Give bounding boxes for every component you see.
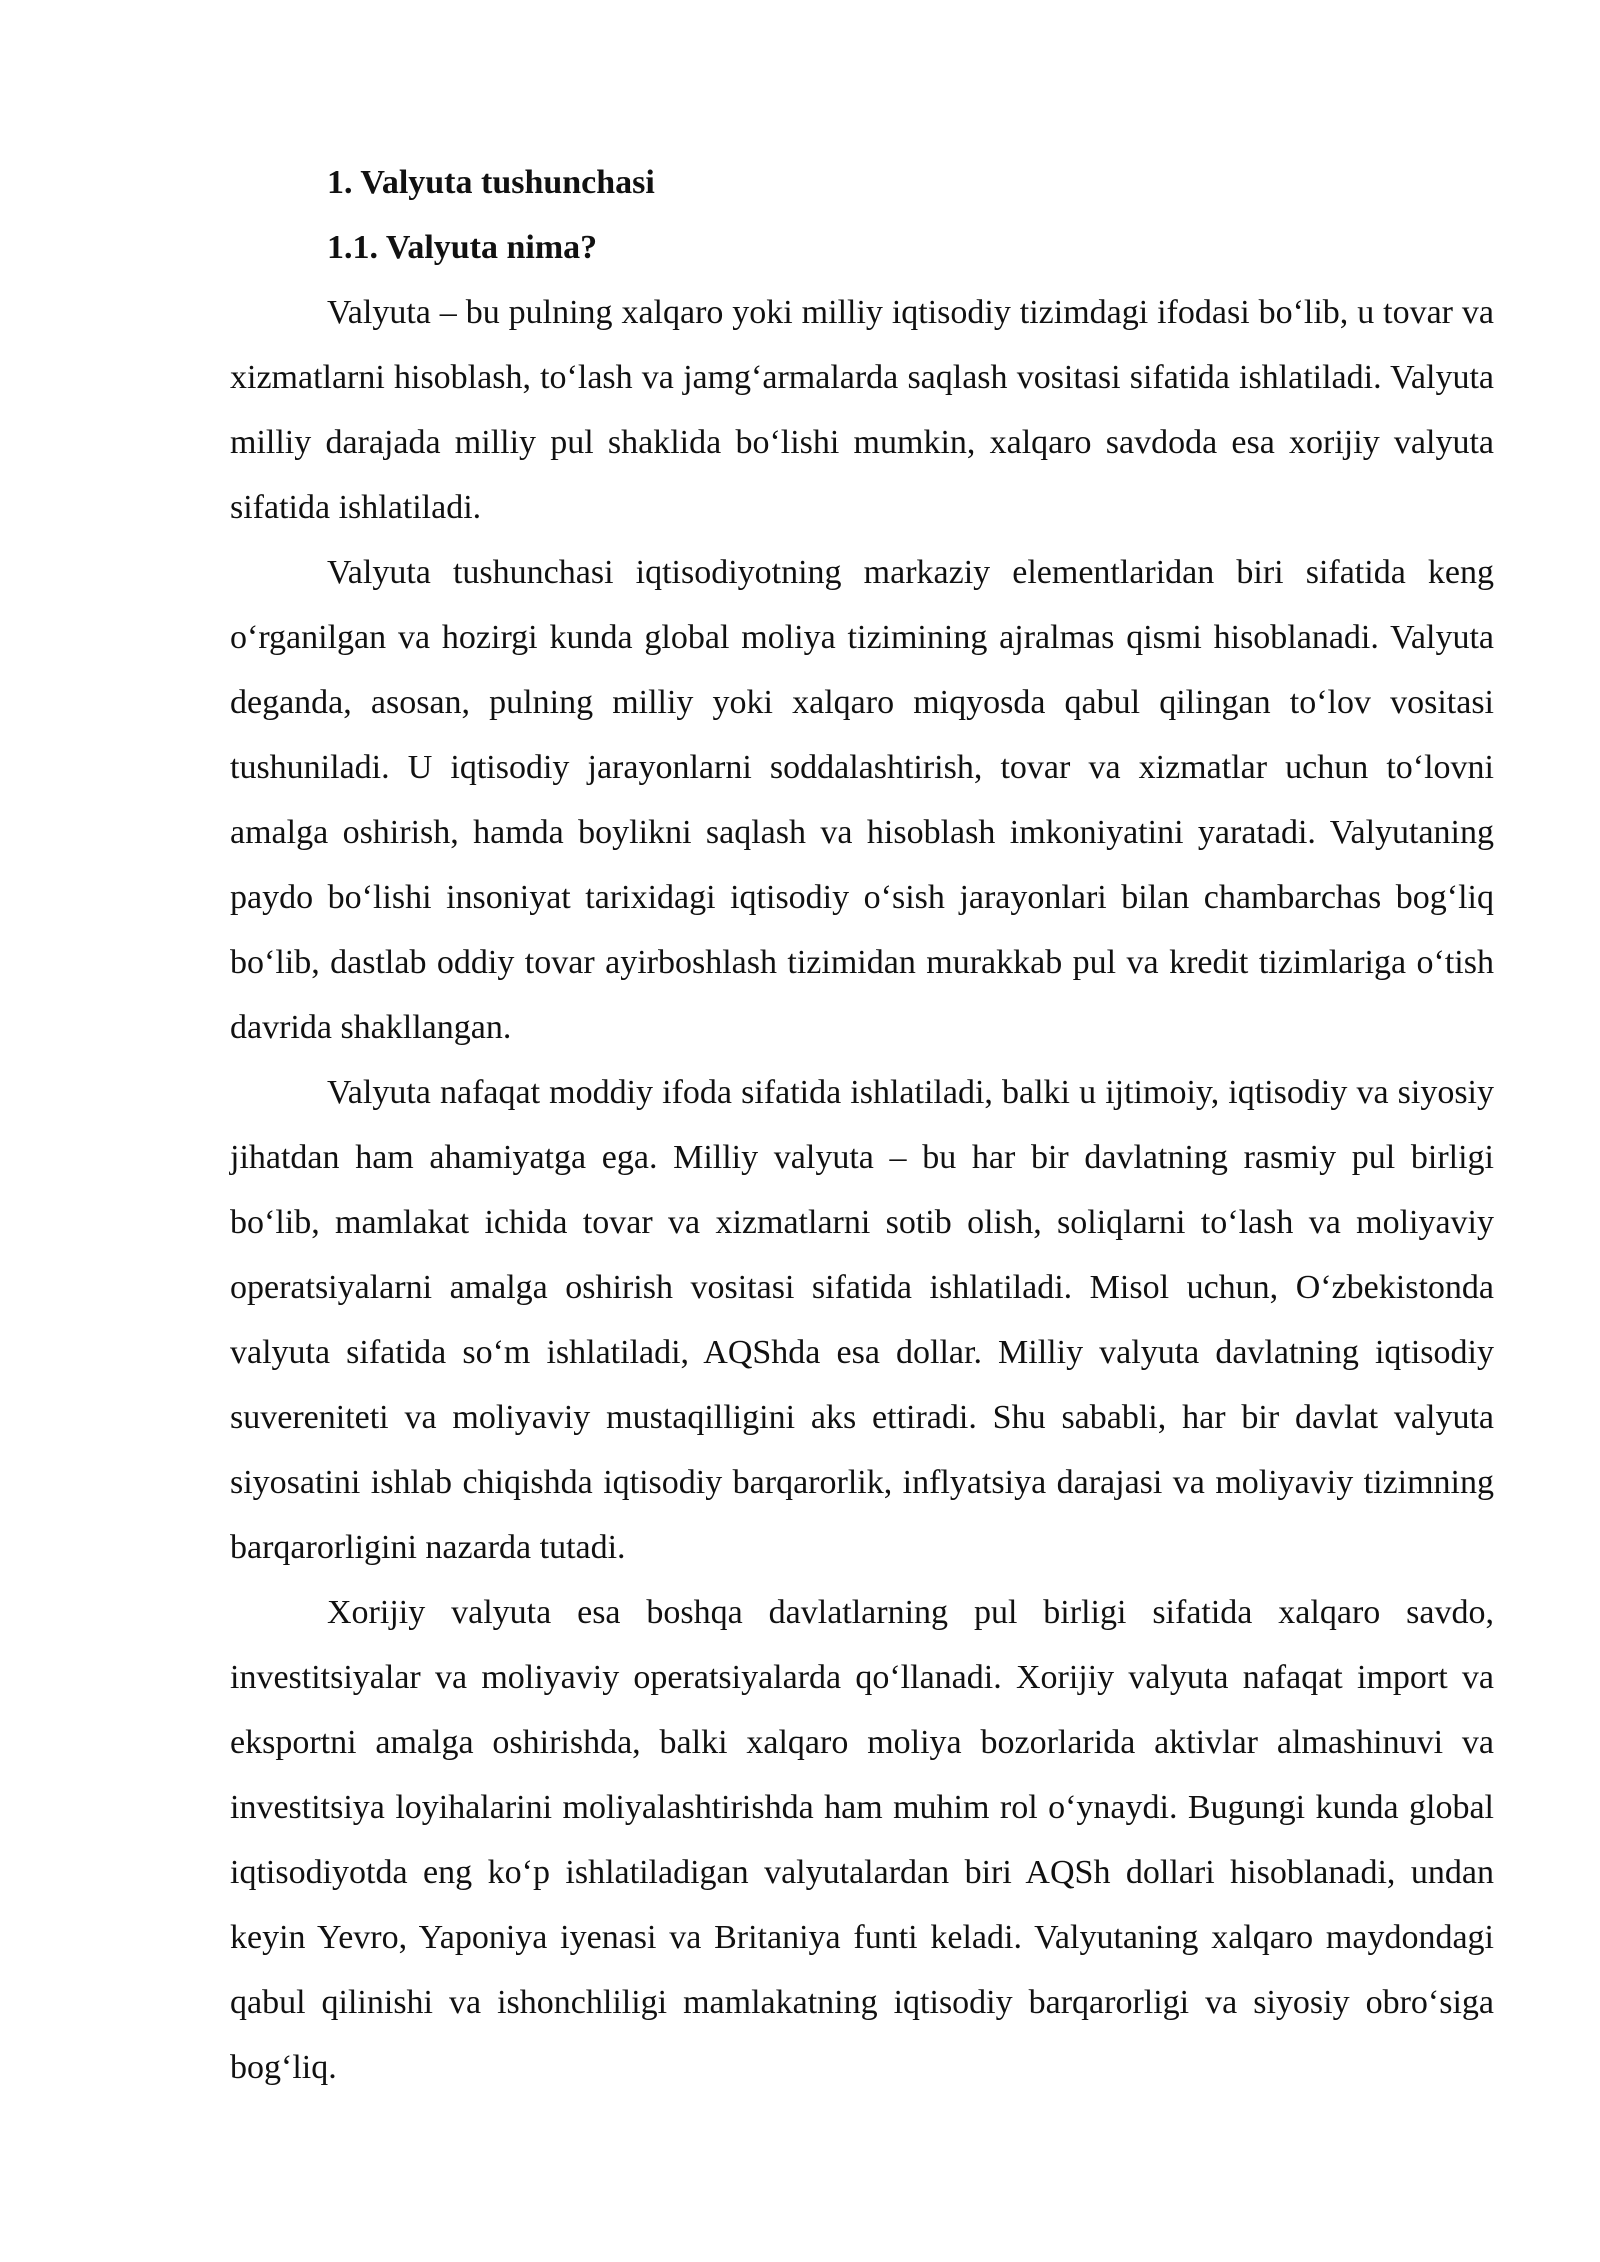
subsection-heading: 1.1. Valyuta nima? [327, 229, 598, 266]
document-page [230, 150, 1494, 2100]
section-heading: 1. Valyuta tushunchasi [327, 164, 655, 201]
paragraph-definition: Valyuta – bu pulning xalqaro yoki milliy iqtisodiy tizimdagi ifodasi bo‘lib, u tovar va xizmatlarni hisoblash, to‘lash va jamg‘armalarda saqlash vositasi sifatida ishlatiladi. Valyuta milliy darajada milliy pul shaklida bo‘lishi mumkin, xalqaro savdoda esa xorijiy valyuta sifatida ishlatiladi. [230, 294, 1494, 526]
paragraph-foreign-currency: Xorijiy valyuta esa boshqa davlatlarning pul birligi sifatida xalqaro savdo, investitsiyalar va moliyaviy operatsiyalarda qo‘llanadi. Xorijiy valyuta nafaqat import va eksportni amalga oshirishda, balki xalqaro moliya bozorlarida aktivlar almashinuvi va investitsiya loyihalarini moliyalashtirishda ham muhim rol o‘ynaydi. Bugungi kunda global iqtisodiyotda eng ko‘p ishlatiladigan valyutalardan biri AQSh dollari hisoblanadi, undan keyin Yevro, Yaponiya iyenasi va Britaniya funti keladi. Valyutaning xalqaro maydondagi qabul qilinishi va ishonchliligi mamlakatning iqtisodiy barqarorligi va siyosiy obro‘siga bog‘liq. [230, 1594, 1494, 2086]
paragraph-national-currency: Valyuta nafaqat moddiy ifoda sifatida ishlatiladi, balki u ijtimoiy, iqtisodiy va siyosiy jihatdan ham ahamiyatga ega. Milliy valyuta – bu har bir davlatning rasmiy pul birligi bo‘lib, mamlakat ichida tovar va xizmatlarni sotib olish, soliqlarni to‘lash va moliyaviy operatsiyalarni amalga oshirish vositasi sifatida ishlatiladi. Misol uchun, O‘zbekistonda valyuta sifatida so‘m ishlatiladi, AQShda esa dollar. Milliy valyuta davlatning iqtisodiy suvereniteti va moliyaviy mustaqilligini aks ettiradi. Shu sababli, har bir davlat valyuta siyosatini ishlab chiqishda iqtisodiy barqarorlik, inflyatsiya darajasi va moliyaviy tizimning barqarorligini nazarda tutadi. [230, 1074, 1494, 1566]
paragraph-concept: Valyuta tushunchasi iqtisodiyotning markaziy elementlaridan biri sifatida keng o‘rganilgan va hozirgi kunda global moliya tizimining ajralmas qismi hisoblanadi. Valyuta deganda, asosan, pulning milliy yoki xalqaro miqyosda qabul qilingan to‘lov vositasi tushuniladi. U iqtisodiy jarayonlarni soddalashtirish, tovar va xizmatlar uchun to‘lovni amalga oshirish, hamda boylikni saqlash va hisoblash imkoniyatini yaratadi. Valyutaning paydo bo‘lishi insoniyat tarixidagi iqtisodiy o‘sish jarayonlari bilan chambarchas bog‘liq bo‘lib, dastlab oddiy tovar ayirboshlash tizimidan murakkab pul va kredit tizimlariga o‘tish davrida shakllangan. [230, 554, 1494, 1046]
